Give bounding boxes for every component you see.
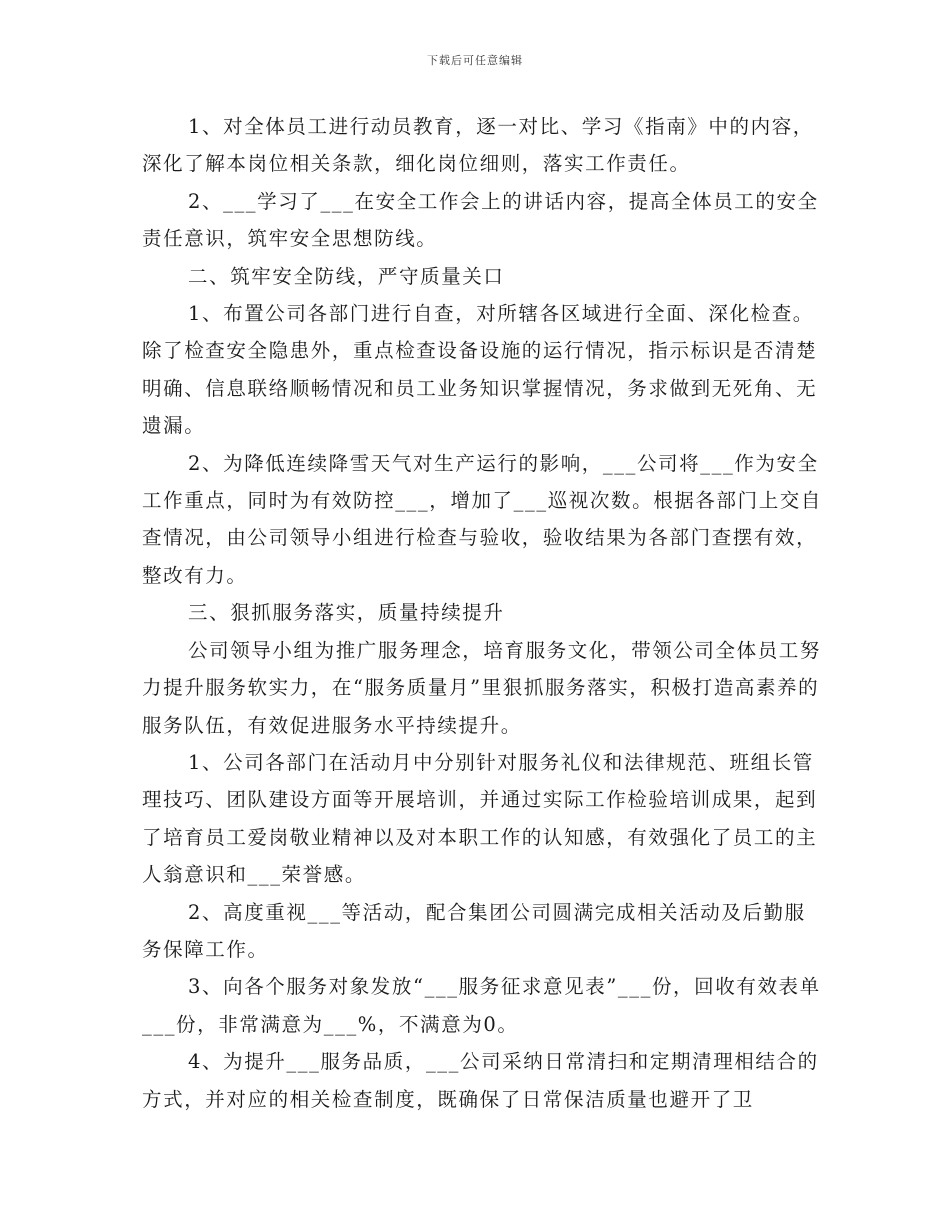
paragraph: 4、为提升___服务品质，___公司采纳日常清扫和定期清理相结合的方式，并对应的相关检查制度，既确保了日常保洁质量也避开了卫 — [142, 1050, 819, 1111]
page-header: 下载后可任意编辑 — [427, 54, 523, 67]
paragraph: 1、对全体员工进行动员教育，逐一对比、学习《指南》中的内容，深化了解本岗位相关条款，细化岗位细则，落实工作责任。 — [142, 115, 814, 176]
paragraph: 2、___学习了___在安全工作会上的讲话内容，提高全体员工的安全责任意识，筑牢安全思想防线。 — [142, 189, 819, 251]
section-heading: 三、狠抓服务落实，质量持续提升 — [188, 601, 505, 625]
section-heading: 二、筑牢安全防线，严守质量关口 — [188, 264, 505, 288]
paragraph: 1、布置公司各部门进行自查，对所辖各区域进行全面、深化检查。除了检查安全隐患外，重点检查设备设施的运行情况，指示标识是否清楚明确、信息联络顺畅情况和员工业务知识掌握情况，务求做到无死角、无遗漏。 — [142, 302, 818, 438]
paragraph: 2、高度重视___等活动，配合集团公司圆满完成相关活动及后勤服务保障工作。 — [142, 900, 806, 961]
paragraph: 1、公司各部门在活动月中分别针对服务礼仪和法律规范、班组长管理技巧、团队建设方面等开展培训，并通过实际工作检验培训成果，起到了培育员工爱岗敬业精神以及对本职工作的认知感，有效强化了员工的主人翁意识和___荣誉感。 — [142, 750, 818, 887]
paragraph: 公司领导小组为推广服务理念，培育服务文化，带领公司全体员工努力提升服务软实力，在“服务质量月”里狠抓服务落实，积极打造高素养的服务队伍，有效促进服务水平持续提升。 — [142, 638, 822, 737]
paragraph: 3、向各个服务对象发放“___服务征求意见表”___份，回收有效表单___份，非常满意为___%，不满意为0。 — [142, 975, 821, 1036]
document-body — [142, 108, 822, 1118]
paragraph: 2、为降低连续降雪天气对生产运行的影响，___公司将___作为安全工作重点，同时为有效防控___，增加了___巡视次数。根据各部门上交自查情况，由公司领导小组进行检查与验收，验收结果为各部门查摆有效，整改有力。 — [142, 451, 823, 587]
